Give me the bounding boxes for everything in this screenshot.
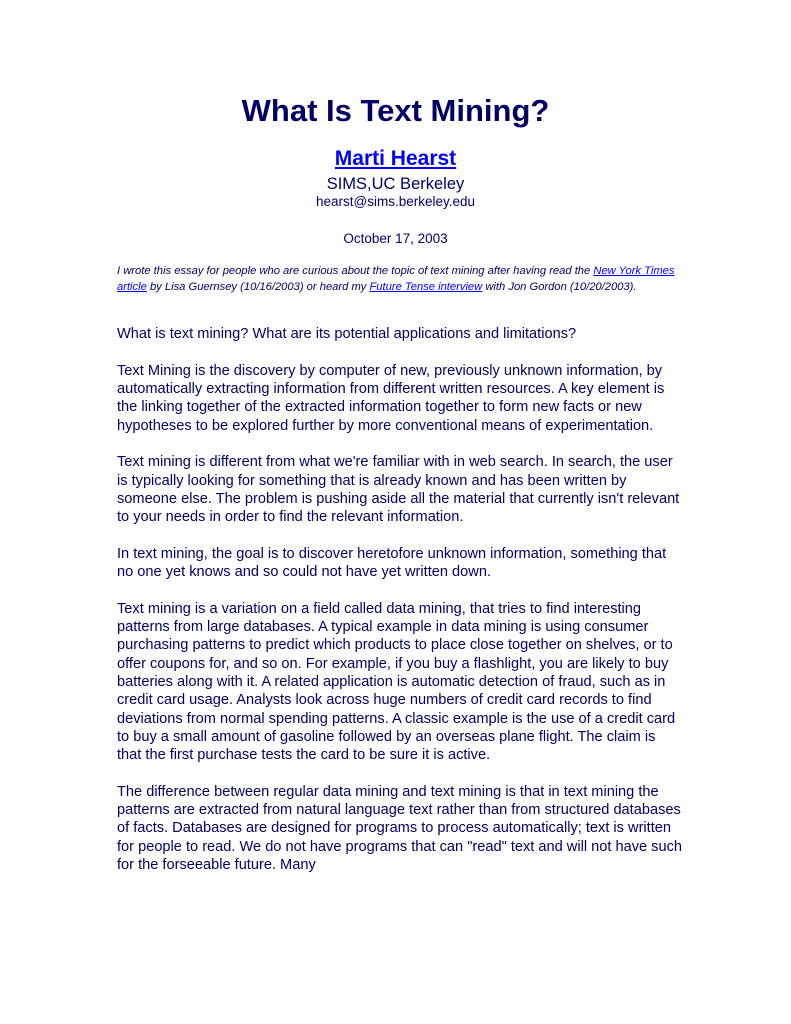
author-email: hearst@sims.berkeley.edu [315, 194, 476, 209]
nyt-article-link[interactable]: New York Times article [117, 265, 675, 293]
paragraph: In text mining, the goal is to discover heretofore unknown information, something that no one yet knows and so could not have yet written down. [117, 545, 667, 581]
paragraph: Text Mining is the discovery by computer of new, previously unknown information, by automatically extracting information from different written resources. A key element is the linking together of the extracted information together to form new facts or new hypotheses to be explored further by more conventional means of experimentation. [117, 362, 665, 434]
publication-date: October 17, 2003 [343, 231, 448, 246]
intro-text-2: by Lisa Guernsey (10/16/2003) or heard my [146, 280, 370, 293]
intro-text-1: I wrote this essay for people who are curious about the topic of text mining after having read the [117, 265, 594, 277]
paragraph: Text mining is different from what we're familiar with in web search. In search, the user is typically looking for something that is already known and has been written by someone else. The problem is pushing aside all the material that currently isn't relevant to your needs in order to find the relevant information. [117, 454, 680, 526]
affiliation: SIMS,UC Berkeley [326, 175, 465, 193]
page-title: What Is Text Mining? [241, 93, 550, 128]
future-tense-interview-link[interactable]: Future Tense interview [369, 280, 483, 293]
author-link[interactable]: Marti Hearst [334, 147, 457, 170]
paragraph: What is text mining? What are its potential applications and limitations? [117, 326, 577, 342]
intro-note [117, 264, 677, 295]
paragraph: Text mining is a variation on a field called data mining, that tries to find interesting patterns from large databases. A typical example in data mining is using consumer purchasing patterns to predict which products to place close together on shelves, or to offer coupons for, and so on. For example, if you buy a flashlight, you are likely to buy batteries along with it. A related application is automatic detection of fraud, such as in credit card usage. Analysts look across huge numbers of credit card records to find deviations from normal spending patterns. A classic example is the use of a credit card to buy a small amount of gasoline followed by an overseas plane flight. The claim is that the first purchase tests the card to be sure it is active. [117, 600, 676, 764]
author-heading [0, 145, 791, 173]
intro-text-3: with Jon Gordon (10/20/2003). [482, 280, 637, 293]
paragraph: The difference between regular data mining and text mining is that in text mining the patterns are extracted from natural language text rather than from structured databases of facts. Databases are designed for programs to process automatically; text is written for people to read. We do not have programs that can "read" text and will not have such for the forseeable future. Many [117, 783, 682, 874]
essay-body [117, 325, 683, 893]
